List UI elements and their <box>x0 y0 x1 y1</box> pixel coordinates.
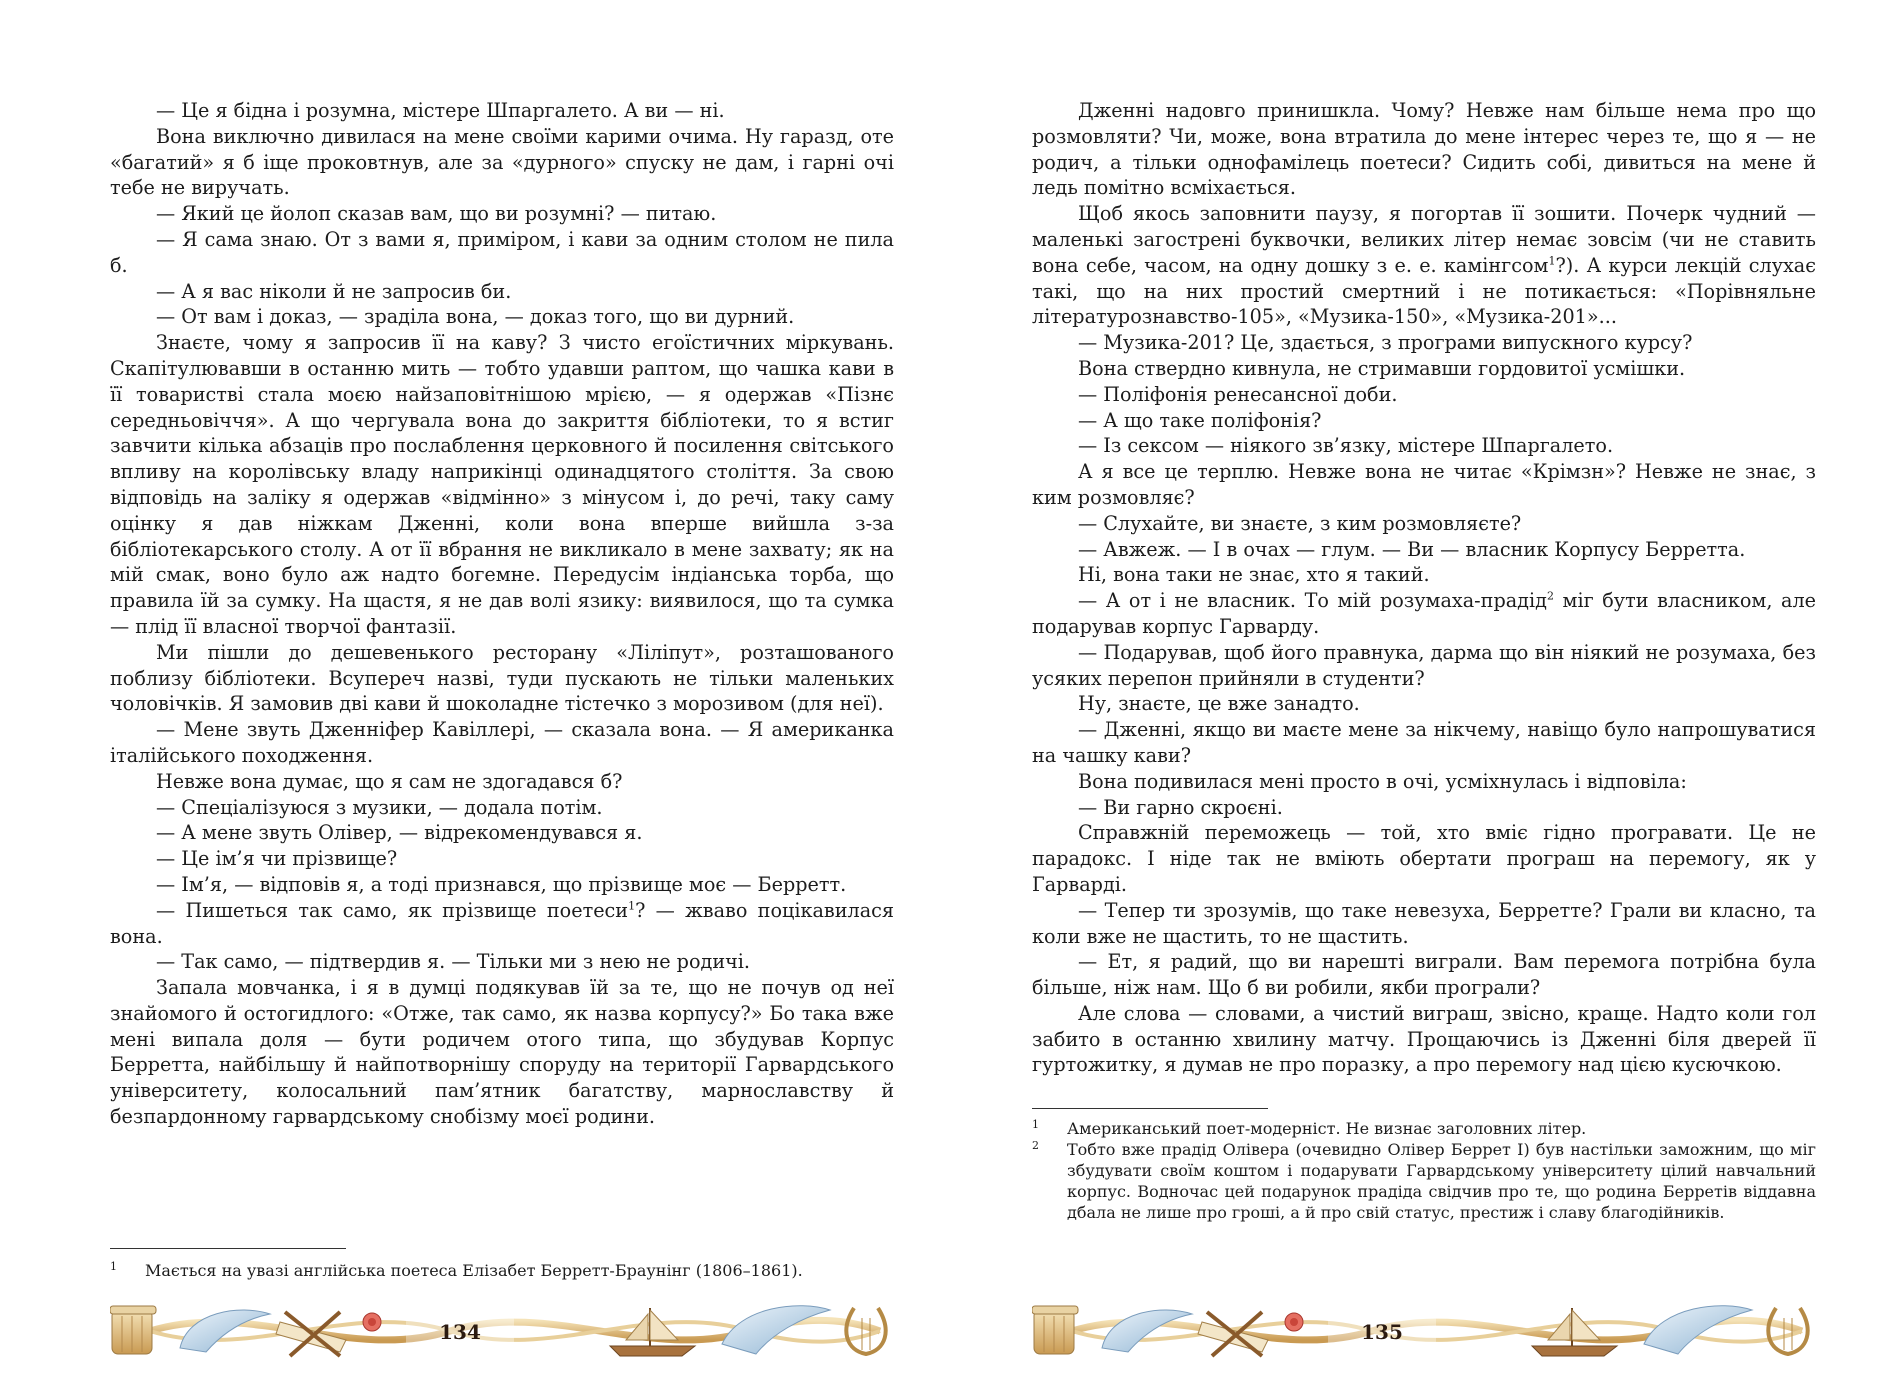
paragraph: — Це ім’я чи прізвище? <box>156 847 398 871</box>
footnote <box>1032 1139 1816 1223</box>
paragraph: — Слухайте, ви знаєте, з ким розмовляєте? <box>1078 511 1522 535</box>
footnote-mark: 1 <box>110 1260 117 1273</box>
quill-wing-icon <box>180 1310 270 1352</box>
footnotes <box>1032 1118 1816 1223</box>
wing-icon <box>1644 1306 1752 1354</box>
page-footer-ornament <box>1032 1300 1816 1362</box>
paragraph: Дженні надовго принишкла. Чому? Невже нам більше нема про що розмовляти? Чи, може, вона втратила до мене інтерес через те, що я — не родич, а тільки однофамілець поетеси? Сидить собі, дивиться на мене й ледь помітно всміхається. <box>1032 99 1816 200</box>
paragraph-text: ?). А курси лекцій слухає такі, що на них простий смертний і не потикається: «Порівняльне літературознавство-105», «Музика-150», «Музика-201»... <box>1032 253 1816 329</box>
page-number: 135 <box>1361 1320 1403 1344</box>
footnote-text: Американський поет-модерніст. Не визнає заголовних літер. <box>1067 1119 1587 1138</box>
paragraph: Ну, знаєте, це вже занадто. <box>1078 692 1360 716</box>
paragraph: Вона подивилася мені просто в очі, усміхнулась і відповіла: <box>1078 769 1687 793</box>
paragraph: Запала мовчанка, і я в думці подякував їй за те, що не почув од неї знайомого й остогидлого: «Отже, так само, як назва корпусу?» Бо така вже мені випала доля — бути родичем отого типа, що збудував Корпус Берретта, найбільшу й найпотворнішу споруду на території Гарвардського університету, колосальний пам’ятник багатству, марнославству й безпардонному гарвардському снобізму моєї родини. <box>110 976 894 1129</box>
footnote-text: Тобто вже прадід Олівера (очевидно Олівер Беррет I) був настільки заможним, що міг збудувати своїм коштом і подарувати Гарвардському університету цілий навчальний корпус. Водночас цей подарунок прадіда свідчив про те, що родина Берретів віддавна дбала не лише про гроші, а й про свій статус, престиж і славу благодійників. <box>1067 1140 1816 1222</box>
paragraph: — А я вас ніколи й не запросив би. <box>156 279 512 303</box>
ornament-banner <box>110 1300 894 1362</box>
column-icon <box>110 1306 156 1354</box>
paragraph: — Із сексом — ніякого зв’язку, містере Шпаргалето. <box>1078 434 1614 458</box>
paragraph-with-footnote <box>110 898 894 950</box>
paragraph-text: — Пишеться так само, як прізвище поетеси <box>156 898 629 922</box>
paragraph: — Який це йолоп сказав вам, що ви розумні? — питаю. <box>156 202 717 226</box>
paragraph: — Ви гарно скроєні. <box>1078 795 1283 819</box>
left-page <box>110 98 894 1368</box>
paragraph: — От вам і доказ, — зраділа вона, — доказ того, що ви дурний. <box>156 305 795 329</box>
footnote-divider <box>110 1248 346 1249</box>
paragraph: — Так само, — підтвердив я. — Тільки ми з нею не родичі. <box>156 950 751 974</box>
paragraph: Ми пішли до дешевенького ресторану «Ліліпут», розташованого поблизу бібліотеки. Всупереч назві, туди пускають не тільки маленьких чоловічків. Я замовив дві кави й шоколадне тістечко з морозивом (для неї). <box>110 640 894 716</box>
paragraph: Вона виключно дивилася на мене своїми карими очима. Ну гаразд, оте «багатий» я б іще проковтнув, але за «дурного» спуску не дам, і гарні очі тебе не виручать. <box>110 124 894 200</box>
paragraph: Справжній переможець — той, хто вміє гідно програвати. Це не парадокс. І ніде так не вміють обертати програш на перемогу, як у Гарварді. <box>1032 821 1816 896</box>
paragraph-text: — А от і не власник. То мій розумаха-прадід <box>1078 589 1547 613</box>
column-icon <box>1032 1306 1078 1354</box>
paragraph-text: міг бути власником, але подарував корпус Гарварду. <box>1032 589 1816 638</box>
left-page-text <box>110 98 894 1130</box>
paragraph: — Ет, я радий, що ви нарешті виграли. Вам перемога потрібна була більше, ніж нам. Що б ви робили, якби програли? <box>1032 950 1816 1000</box>
rose-icon <box>1285 1313 1303 1331</box>
rose-icon <box>363 1313 381 1331</box>
paragraph: — Подарував, щоб його правнука, дарма що він ніякий не розумаха, без усяких перепон прийняли в студенти? <box>1032 640 1816 690</box>
right-page <box>1032 98 1816 1368</box>
paragraph: — Дженні, якщо ви маєте мене за нікчему, навіщо було напрошуватися на чашку кави? <box>1032 718 1816 767</box>
footnotes <box>110 1260 894 1281</box>
footnote <box>1032 1118 1816 1139</box>
footnote-reference: 1 <box>628 899 636 913</box>
footnote <box>110 1260 894 1281</box>
footnote-divider <box>1032 1108 1268 1109</box>
quill-wing-icon <box>1102 1310 1192 1352</box>
paragraph: — Спеціалізуюся з музики, — додала потім. <box>156 795 603 819</box>
footnote-text: Мається на увазі англійська поетеса Елізабет Берретт-Браунінг (1806–1861). <box>145 1261 803 1280</box>
paragraph: Невже вона думає, що я сам не здогадався б? <box>156 769 623 793</box>
paragraph: Але слова — словами, а чистий виграш, звісно, краще. Надто коли гол забито в останню хвилину матчу. Прощаючись із Дженні біля дверей її гуртожитку, я думав не про поразку, а про перемогу над цією кусючкою. <box>1032 1001 1816 1077</box>
paragraph: — А що таке поліфонія? <box>1078 408 1322 432</box>
paragraph: — Авжеж. — І в очах — глум. — Ви — власник Корпусу Берретта. <box>1078 537 1746 561</box>
paragraph-with-footnote <box>1032 201 1816 330</box>
paragraph-text: ? — жваво поцікавилася вона. <box>110 898 894 948</box>
paragraph: — Музика-201? Це, здається, з програми випускного курсу? <box>1078 331 1693 355</box>
paragraph: Ні, вона таки не знає, хто я такий. <box>1078 563 1430 587</box>
paragraph: — Тепер ти зрозумів, що таке невезуха, Берретте? Грали ви класно, та коли вже не щастить, то не щастить. <box>1032 898 1816 948</box>
footnote-mark: 2 <box>1032 1139 1039 1152</box>
right-page-text <box>1032 98 1816 1078</box>
footnote-reference: 1 <box>1548 254 1556 268</box>
page-number: 134 <box>439 1320 481 1344</box>
paragraph: — Поліфонія ренесансної доби. <box>1078 382 1398 406</box>
footnote-reference: 2 <box>1546 589 1554 603</box>
paragraph: — Ім’я, — відповів я, а тоді признався, що прізвище моє — Берретт. <box>156 872 847 896</box>
paragraph-text: Щоб якось заповнити паузу, я погортав її зошити. Почерк чудний — маленькі загострені буквочки, великих літер немає зовсім (чи не ставить вона себе, часом, на одну дошку з е. е. камінгсом <box>1032 202 1816 277</box>
paragraph: — Це я бідна і розумна, містере Шпаргалето. А ви — ні. <box>156 99 725 122</box>
page-footer-ornament <box>110 1300 894 1362</box>
paragraph: Вона ствердно кивнула, не стримавши гордовитої усмішки. <box>1078 356 1686 380</box>
paragraph: — Я сама знаю. От з вами я, приміром, і кави за одним столом не пила б. <box>110 227 894 277</box>
paragraph-with-footnote <box>1032 588 1816 640</box>
paragraph: А я все це терплю. Невже вона не читає «Крімзн»? Невже не знає, з ким розмовляє? <box>1032 460 1816 509</box>
footnote-mark: 1 <box>1032 1118 1039 1131</box>
paragraph: — А мене звуть Олівер, — відрекомендувався я. <box>156 821 643 845</box>
ornament-banner <box>1032 1300 1816 1362</box>
paragraph: — Мене звуть Дженніфер Кавіллері, — сказала вона. — Я американка італійського походження. <box>110 718 894 767</box>
paragraph: Знаєте, чому я запросив її на каву? З чисто егоїстичних міркувань. Скапітулювавши в останню мить — тобто удавши раптом, що чашка кави в її товаристві стала моєю найзаповітнішою мрією, — я одержав «Пізнє середньовіччя». А що чергувала вона до закриття бібліотеки, то я встиг завчити кілька абзаців про послаблення церковного й посилення світського впливу на королівську владу наприкінці одинадцятого століття. За свою відповідь на заліку я одержав «відмінно» з мінусом і, до речі, таку саму оцінку я дав ніжкам Дженні, коли вона вперше вийшла з-за бібліотекарського столу. А от її вбрання не викликало в мене захвату; як на мій смак, воно було аж надто богемне. Передусім індіанська торба, що правила їй за сумку. На щастя, я не дав волі язику: виявилося, що та сумка — плід її власної творчої фантазії. <box>110 331 894 638</box>
wing-icon <box>722 1306 830 1354</box>
